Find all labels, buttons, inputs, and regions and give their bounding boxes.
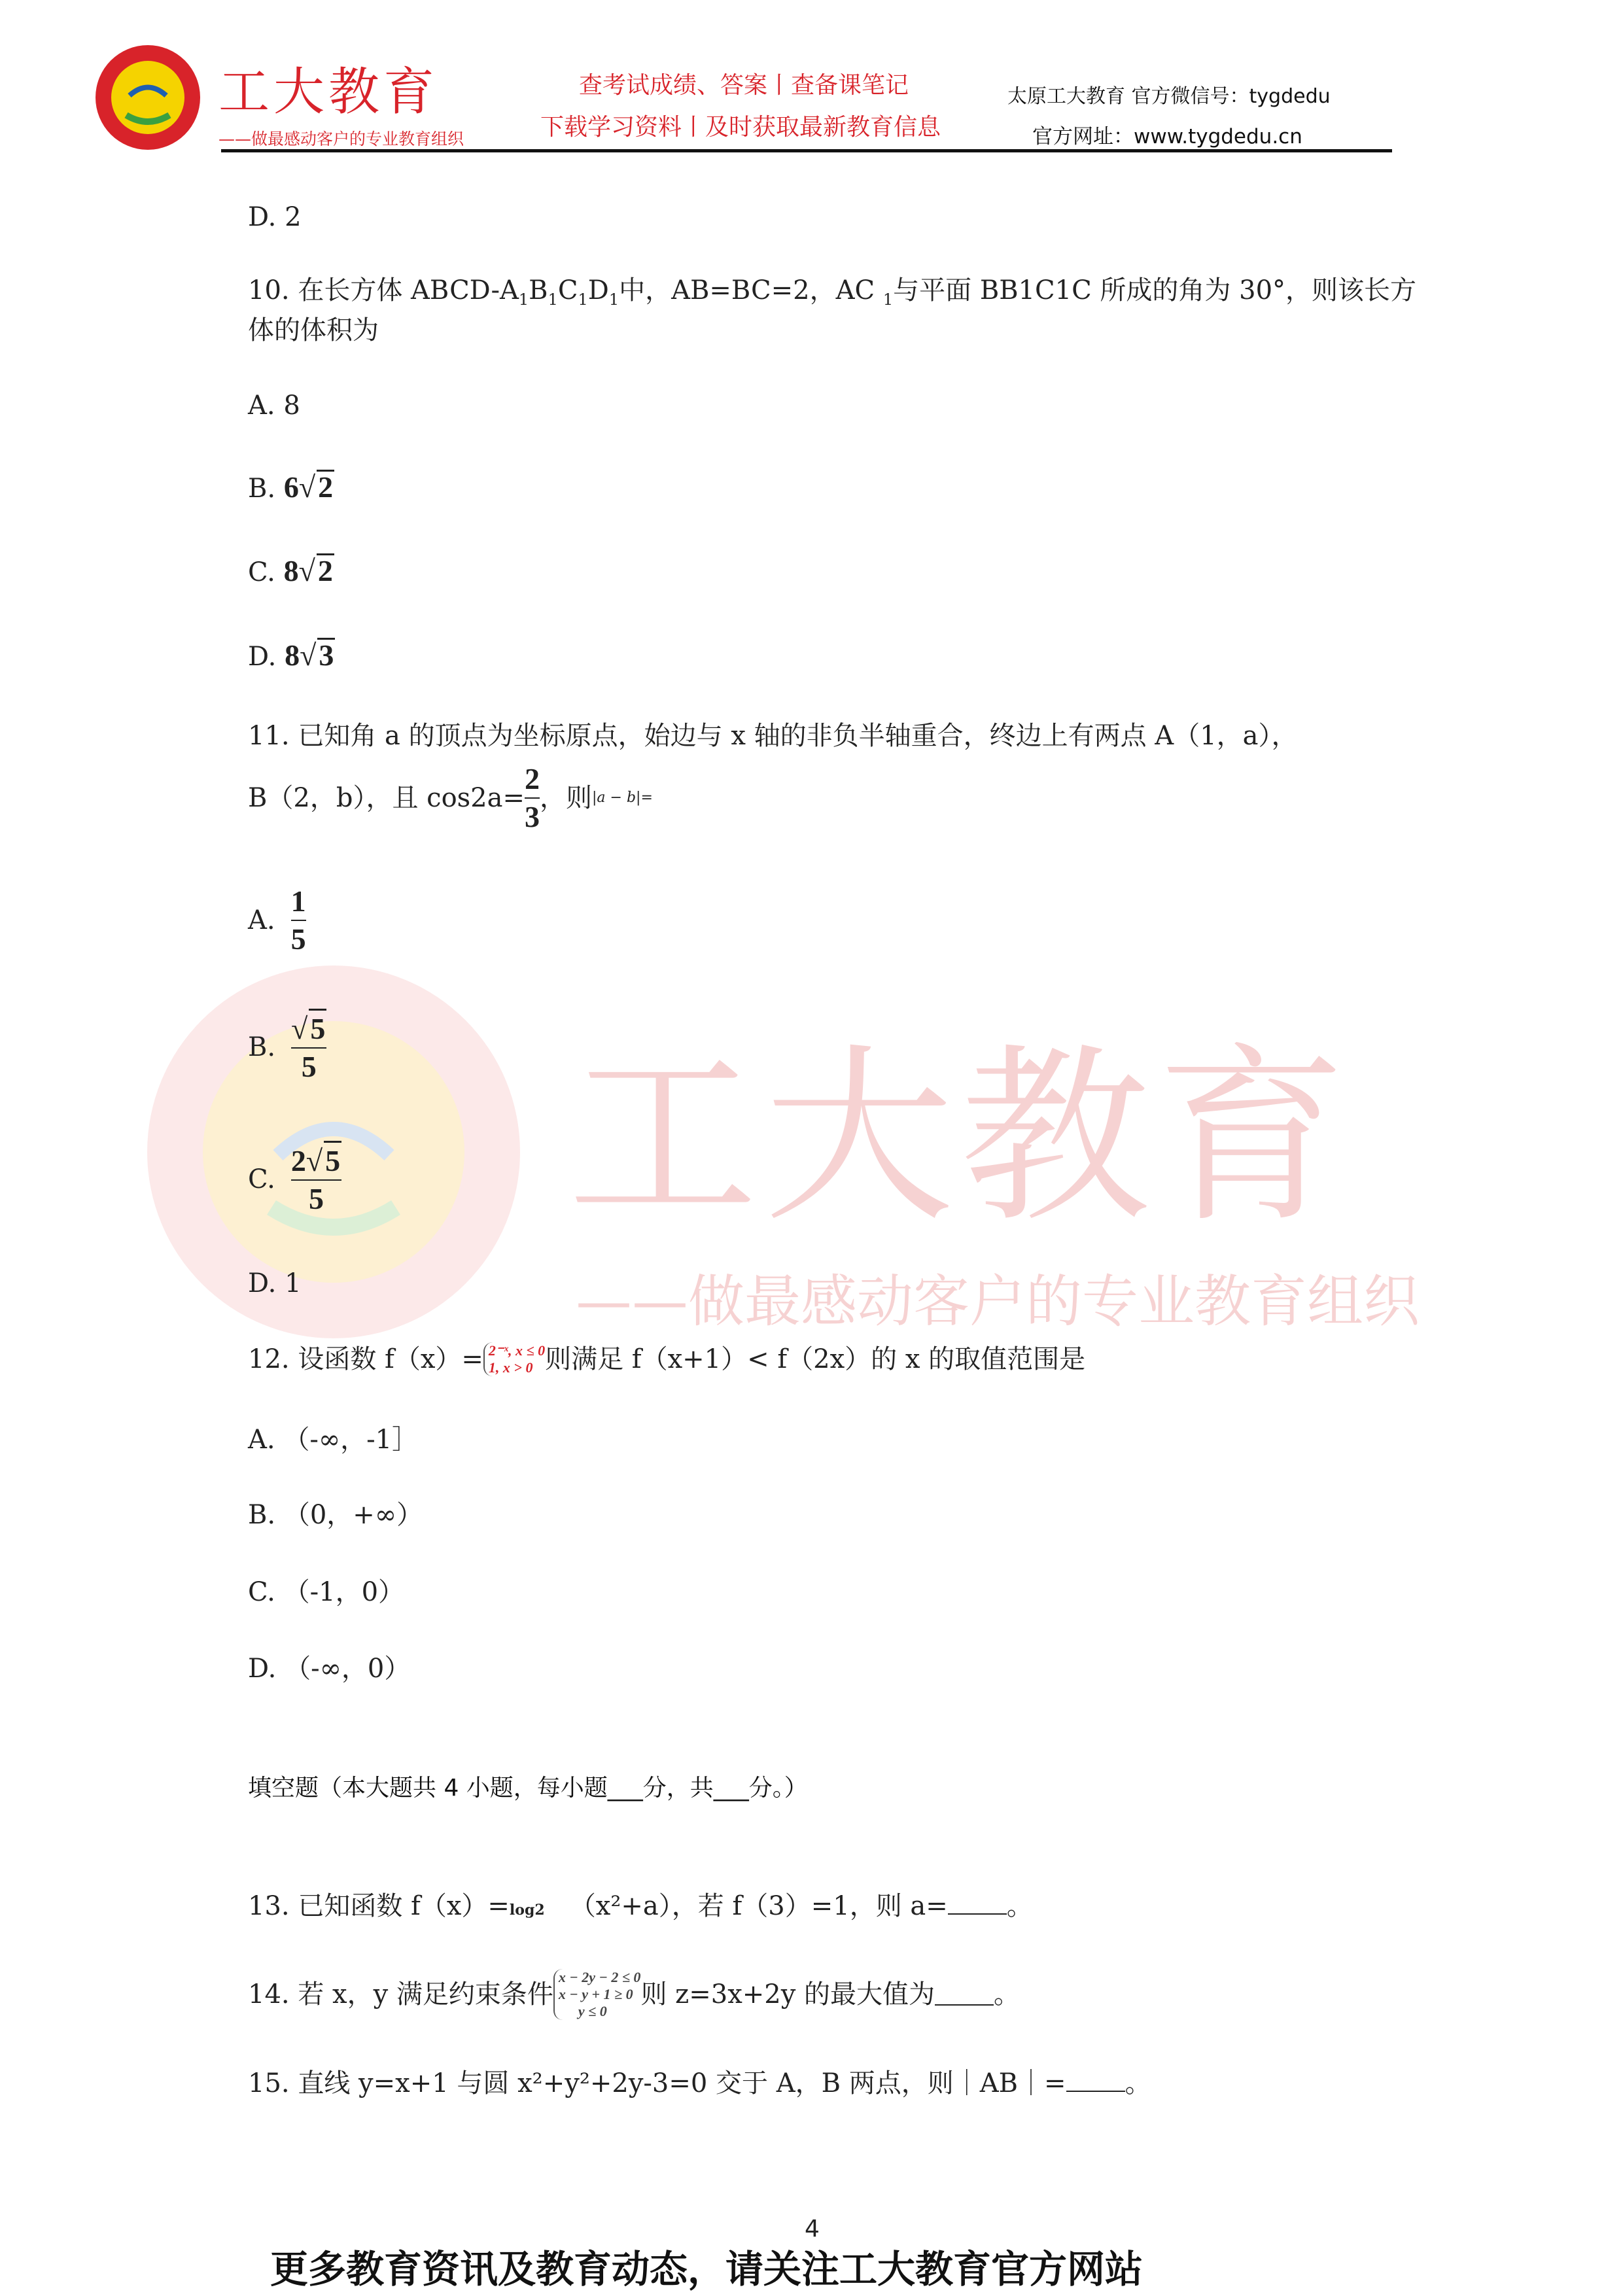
q10-option-c[interactable]: C. 8√2 [248,554,333,587]
q10-option-b[interactable]: B. 6√2 [248,470,334,504]
question-11-stem-line2: B（2，b），且 cos2a= $\frac{2}{3}$ ，则 |a − b|= [248,761,653,835]
question-10-stem: 10. 在长方体 ABCD-$A_1B_1C_1D_1$中，AB=BC=2，AC $_1$与平面 BB1C1C 所成的角为 30°，则该长方 [248,275,1417,309]
q10-option-a[interactable]: A. 8 [248,391,300,421]
constraint-system: x − 2y − 2 ≤ 0 x − y + 1 ≥ 0 y ≤ 0 [553,1969,641,2020]
question-10-stem-line2: 体的体积为 [248,315,379,345]
question-15: 15. 直线 y=x+1 与圆 x²+y²+2y-3=0 交于 A，B 两点，则｜AB｜= 。 [248,2068,1151,2098]
header-divider [221,149,1392,152]
brand-slogan: ——做最感动客户的专业教育组织 [218,130,464,148]
q11-option-b[interactable]: B. $\frac{√5}{5}$ [248,1009,326,1085]
answer-blank[interactable] [1066,2070,1125,2092]
brand-title: 工大教育 [218,63,439,122]
promo-line-2: 下载学习资料丨及时获取最新教育信息 [540,114,941,141]
website-link[interactable]: 官方网址：www.tygdedu.cn [1032,125,1302,148]
q12-option-c[interactable]: C. （-1，0） [248,1577,405,1607]
q12-option-d[interactable]: D. （-∞，0） [248,1654,411,1684]
question-11-stem: 11. 已知角 a 的顶点为坐标原点，始边与 x 轴的非负半轴重合，终边上有两点 A（1，a）， [248,721,1298,751]
wechat-id: 太原工大教育 官方微信号：tygdedu [1007,85,1331,108]
question-13: 13. 已知函数 f（x）=log2 （x²+a），若 f（3）=1，则 a= 。 [248,1891,1033,1921]
section-title: 填空题（本大题共 4 小题，每小题___分，共___分。） [248,1775,808,1801]
promo-line-1: 查考试成绩、答案丨查备课笔记 [579,72,909,99]
question-12-stem: 12. 设函数 f（x）= 2⁻ˣ, x ≤ 0 1, x > 0 则满足 f（x+1）< f（2x）的 x 的取值范围是 [248,1342,1086,1376]
answer-blank[interactable] [948,1892,1007,1915]
watermark-slogan: ——做最感动客户的专业教育组织 [576,1269,1420,1334]
q11-option-c[interactable]: C. $\frac{2√5}{5}$ [248,1141,341,1217]
q11-option-d[interactable]: D. 1 [248,1268,302,1298]
logo-icon [94,43,202,152]
piecewise-function: 2⁻ˣ, x ≤ 0 1, x > 0 [483,1342,545,1376]
watermark-text: 工大教育 [568,1028,1353,1248]
page-number: 4 [805,2216,820,2242]
footer-text: 更多教育资讯及教育动态，请关注工大教育官方网站 [270,2247,1143,2291]
q12-option-a[interactable]: A. （-∞，-1］ [248,1425,419,1455]
q12-option-b[interactable]: B. （0，+∞） [248,1500,423,1530]
prev-option-d[interactable]: D. 2 [248,202,302,232]
q11-option-a[interactable]: A. $\frac{1}{5}$ [248,884,306,956]
question-14: 14. 若 x，y 满足约束条件 x − 2y − 2 ≤ 0 x − y + 1 ≥ 0 y ≤ 0 则 z=3x+2y 的最大值为 。 [248,1969,1021,2019]
answer-blank[interactable] [935,1983,994,2006]
fraction: $\frac{2}{3}$ [525,762,540,833]
q10-option-d[interactable]: D. 8√3 [248,638,334,672]
